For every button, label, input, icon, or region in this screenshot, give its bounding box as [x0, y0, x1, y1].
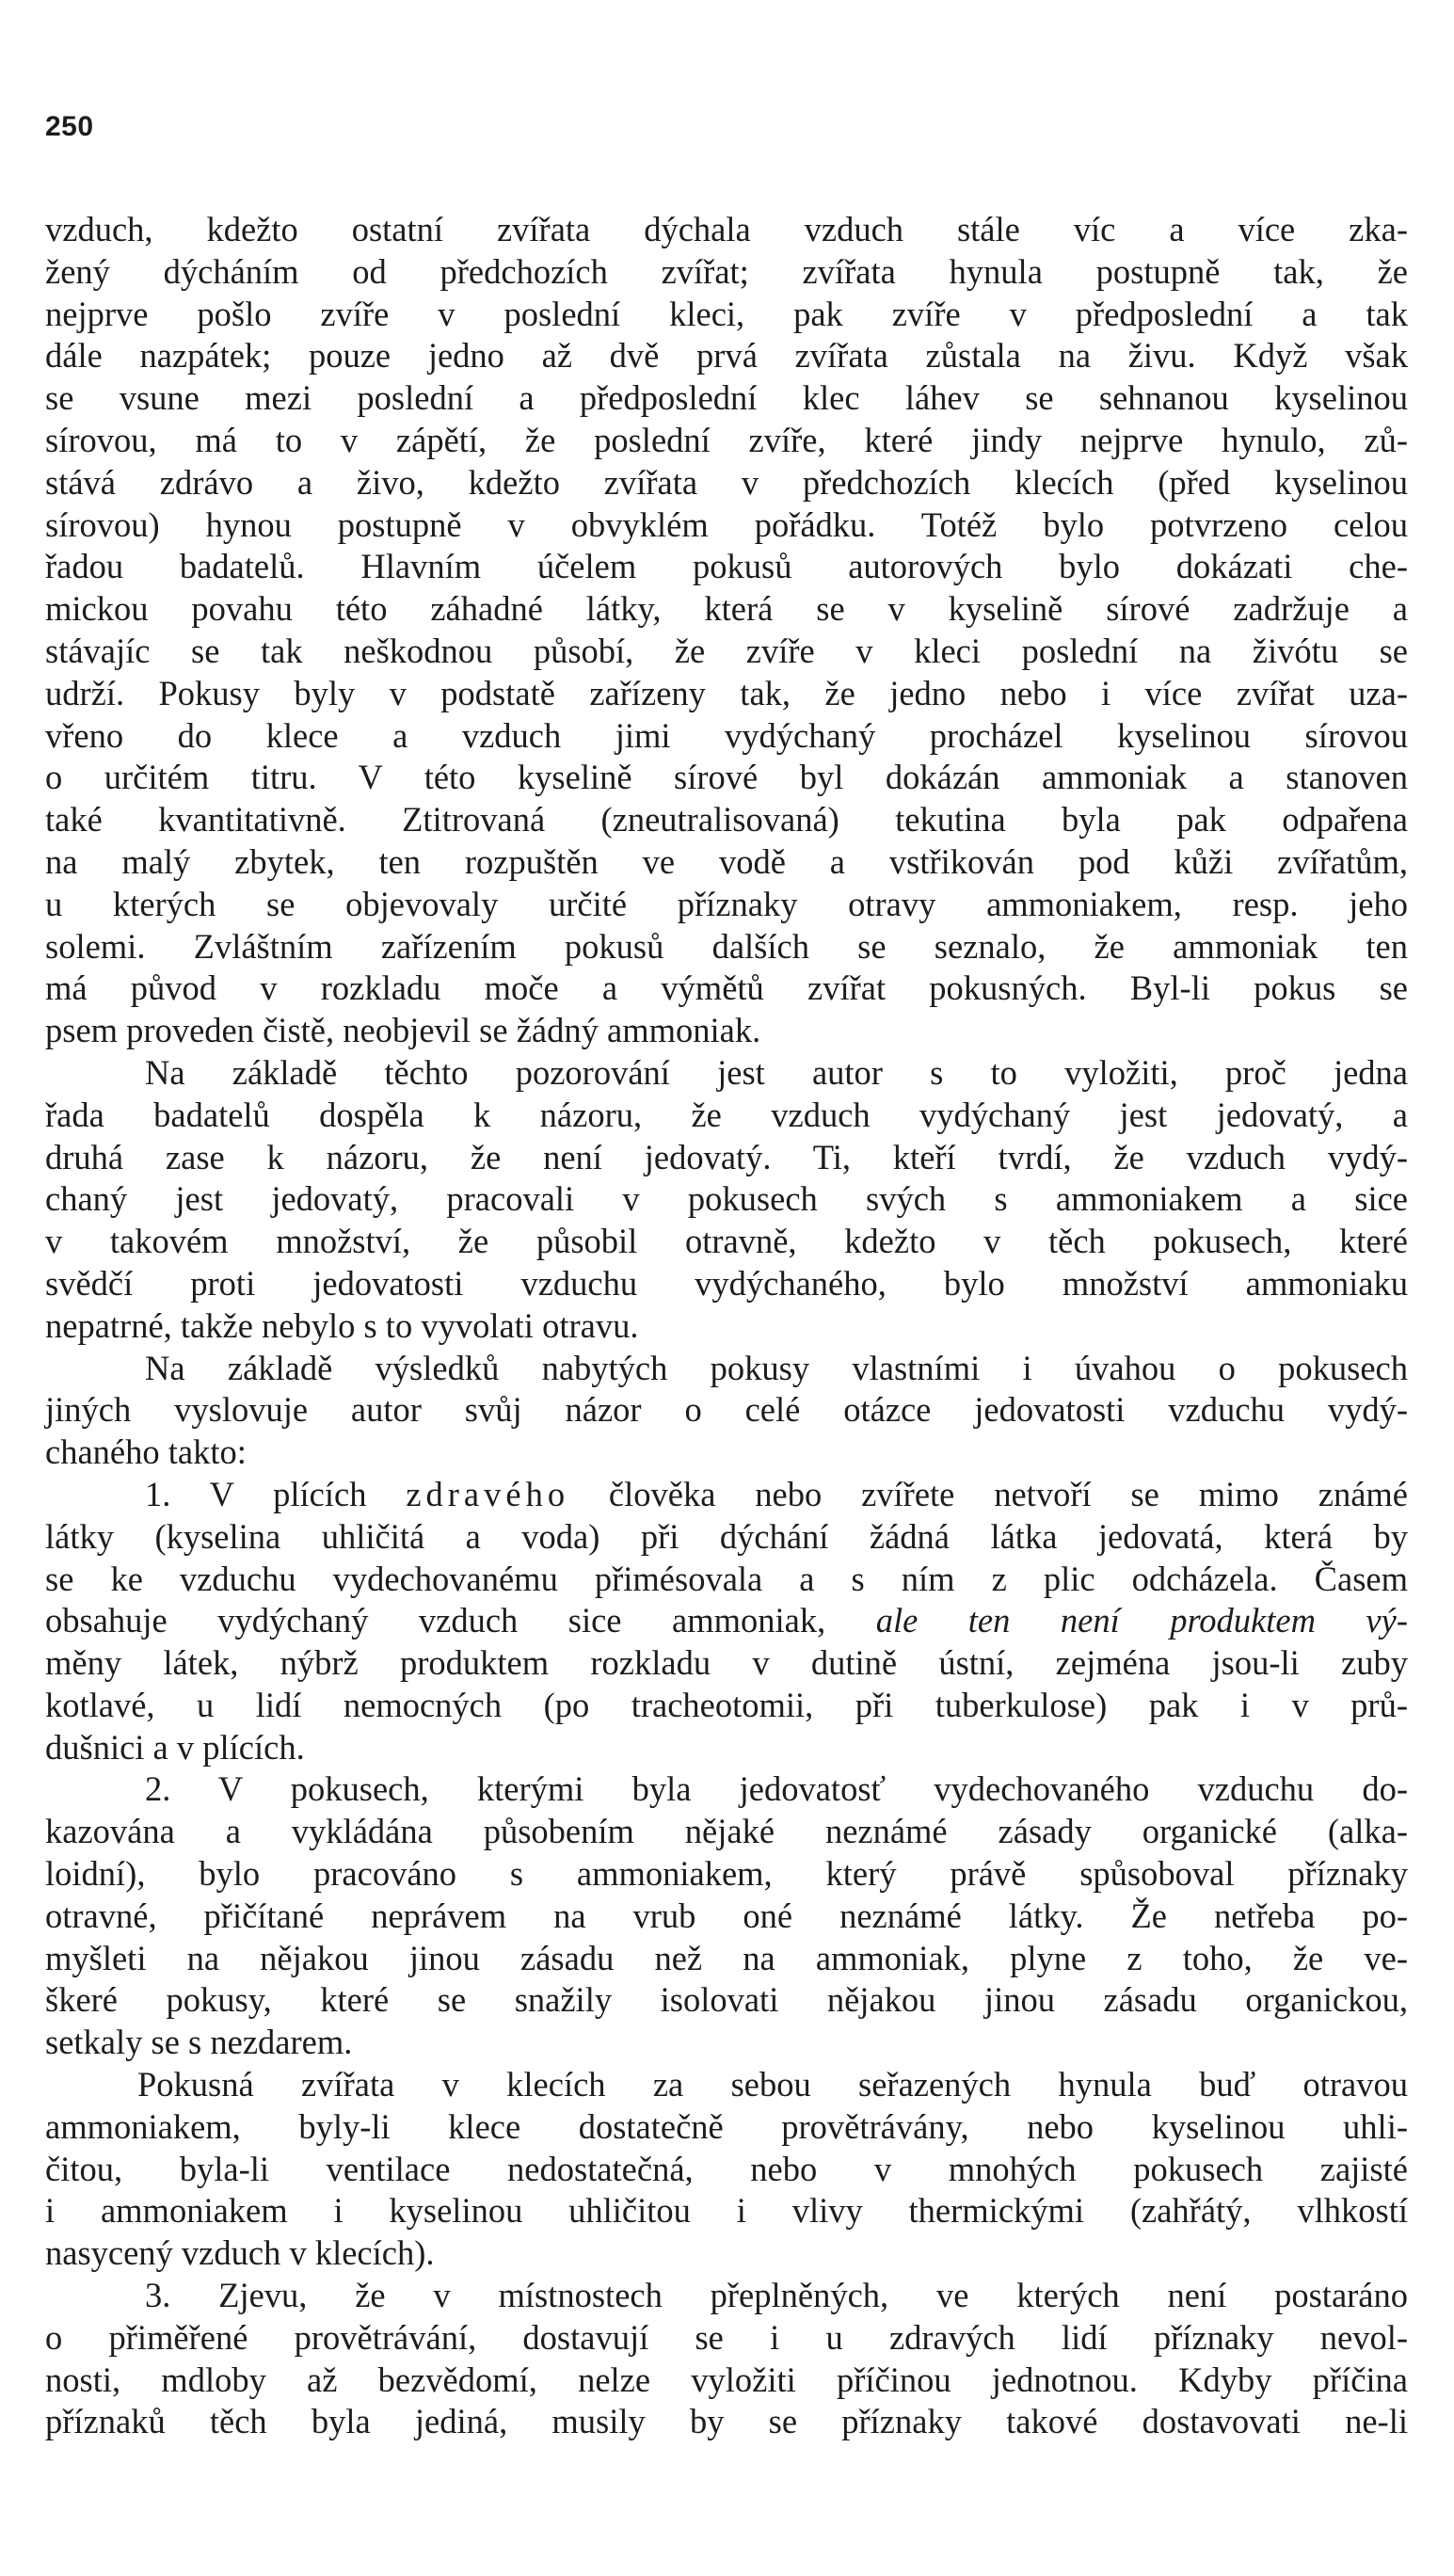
text-line: vřeno do klece a vzduch jimi vydýchaný procházel kyselinou sírovou	[45, 715, 1408, 755]
text-line: kazována a vykládána působením nějaké neznámé zásady organické (alka-	[45, 1812, 1408, 1851]
numbered-item-3-start: 3. Zjevu, že v místnostech přeplněných, ve kterých není postaráno	[145, 2276, 1408, 2315]
paragraph-end-line: setkaly se s nezdarem.	[45, 2023, 353, 2062]
text-line: čitou, byla-li ventilace nedostatečná, nebo v mnohých pokusech zajisté	[45, 2149, 1408, 2188]
text-line: kotlavé, u lidí nemocných (po tracheotomii, při tuberkulose) pak i v prů-	[45, 1685, 1408, 1724]
text-line: se ke vzduchu vydechovanému přimésovala a s ním z plic odcházela. Časem	[45, 1559, 1408, 1598]
text-line: řada badatelů dospěla k názoru, že vzduch vydýchaný jest jedovatý, a	[45, 1095, 1408, 1134]
text-line: solemi. Zvláštním zařízením pokusů dalších se seznalo, že ammoniak ten	[45, 926, 1408, 966]
item-1-rest: člověka nebo zvířete netvoří se mimo známé	[569, 1474, 1408, 1513]
text-line: svědčí proti jedovatosti vzduchu vydýchaného, bylo množství ammoniaku	[45, 1263, 1408, 1303]
text-line: jiných vyslovuje autor svůj názor o celé otázce jedovatosti vzduchu vydý-	[45, 1390, 1408, 1430]
text-line: škeré pokusy, které se snažily isolovati nějakou jinou zásadu organickou,	[45, 1980, 1408, 2020]
text-line: loidní), bylo pracováno s ammoniakem, který právě spůsoboval příznaky	[45, 1854, 1408, 1894]
text-line: nosti, mdloby až bezvědomí, nelze vyložiti příčinou jednotnou. Kdyby příčina	[45, 2360, 1408, 2399]
item-1-prefix: 1. V plících	[145, 1474, 407, 1513]
paragraph-end-line: nasycený vzduch v klecích).	[45, 2233, 435, 2273]
paragraph-end-line: dušnici a v plících.	[45, 1727, 305, 1767]
text-line: stávajíc se tak neškodnou působí, že zvíře v kleci poslední na živótu se	[45, 631, 1408, 670]
text-line: udrží. Pokusy byly v podstatě zařízeny tak, že jedno nebo i více zvířat uza-	[45, 673, 1408, 712]
text-line: mickou povahu této záhadné látky, která se v kyselině sírové zadržuje a	[45, 589, 1408, 629]
paragraph-start-line: Na základě těchto pozorování jest autor s to vyložiti, proč jedna	[145, 1052, 1408, 1092]
text-line: ammoniakem, byly-li klece dostatečně provětrávány, nebo kyselinou uhli-	[45, 2106, 1408, 2146]
text-line: sírovou) hynou postupně v obvyklém pořádku. Totéž bylo potvrzeno celou	[45, 504, 1408, 544]
page-body	[45, 209, 1408, 2443]
text-line: dále nazpátek; pouze jedno až dvě prvá zvířata zůstala na živu. Když však	[45, 336, 1408, 376]
text-line: otravné, přičítané neprávem na vrub oné neznámé látky. Že netřeba po-	[45, 1896, 1408, 1935]
text-line: žený dýcháním od předchozích zvířat; zvířata hynula postupně tak, že	[45, 251, 1408, 291]
text-line-with-italic	[45, 1600, 1408, 1642]
text-line: o přiměřené provětrávání, dostavují se i u zdravých lidí příznaky nevol-	[45, 2317, 1408, 2357]
text-line: na malý zbytek, ten rozpuštěn ve vodě a vstřikován pod kůži zvířatům,	[45, 841, 1408, 881]
text-line: u kterých se objevovaly určité příznaky otravy ammoniakem, resp. jeho	[45, 884, 1408, 923]
paragraph-end-line: psem proveden čistě, neobjevil se žádný ammoniak.	[45, 1011, 761, 1050]
text-line: měny látek, nýbrž produktem rozkladu v dutině ústní, zejména jsou-li zuby	[45, 1643, 1408, 1683]
page-number: 250	[45, 111, 94, 142]
numbered-item-1-start	[45, 1474, 1408, 1516]
text-line: chaný jest jedovatý, pracovali v pokusech svých s ammoniakem a sice	[45, 1179, 1408, 1219]
text-line: nejprve pošlo zvíře v poslední kleci, pak zvíře v předposlední a tak	[45, 294, 1408, 333]
text-line: příznaků těch byla jediná, musily by se příznaky takové dostavovati ne-li	[45, 2402, 1408, 2441]
item-1-line-pre: obsahuje vydýchaný vzduch sice ammoniak,	[45, 1601, 876, 1640]
text-line: vzduch, kdežto ostatní zvířata dýchala vzduch stále víc a více zka-	[45, 210, 1408, 248]
numbered-item-2-start: 2. V pokusech, kterými byla jedovatosť vydechovaného vzduchu do-	[145, 1769, 1408, 1809]
text-line: látky (kyselina uhličitá a voda) při dýchání žádná látka jedovatá, která by	[45, 1516, 1408, 1556]
text-line: o určitém titru. V této kyselině sírové byl dokázán ammoniak a stanoven	[45, 758, 1408, 797]
paragraph-end-line: chaného takto:	[45, 1432, 247, 1472]
text-line: i ammoniakem i kyselinou uhličitou i vlivy thermickými (zahřátý, vlhkostí	[45, 2191, 1408, 2231]
text-line: také kvantitativně. Ztitrovaná (zneutralisovaná) tekutina byla pak odpařena	[45, 800, 1408, 840]
text-line: v takovém množství, že působil otravně, kdežto v těch pokusech, které	[45, 1222, 1408, 1261]
text-line: se vsune mezi poslední a předposlední klec láhev se sehnanou kyselinou	[45, 378, 1408, 418]
text-line: myšleti na nějakou jinou zásadu než na ammoniak, plyne z toho, že ve-	[45, 1938, 1408, 1977]
item-1-spaced-word: zdravého	[406, 1474, 570, 1513]
text-line: má původ v rozkladu moče a výmětů zvířat pokusných. Byl-li pokus se	[45, 968, 1408, 1008]
text-line: druhá zase k názoru, že není jedovatý. Ti, kteří tvrdí, že vzduch vydý-	[45, 1137, 1408, 1176]
item-1-italic-text: ale ten není produktem vý-	[875, 1601, 1408, 1640]
text-line: sírovou, má to v zápětí, že poslední zvíře, které jindy nejprve hynulo, zů-	[45, 420, 1408, 459]
paragraph-start-line: Pokusná zvířata v klecích za sebou seřazených hynula buď otravou	[137, 2065, 1408, 2104]
text-line: řadou badatelů. Hlavním účelem pokusů autorových bylo dokázati che-	[45, 547, 1408, 586]
text-line: stává zdrávo a živo, kdežto zvířata v předchozích klecích (před kyselinou	[45, 462, 1408, 502]
paragraph-end-line: nepatrné, takže nebylo s to vyvolati otravu.	[45, 1305, 639, 1345]
paragraph-start-line: Na základě výsledků nabytých pokusy vlastními i úvahou o pokusech	[145, 1348, 1408, 1387]
